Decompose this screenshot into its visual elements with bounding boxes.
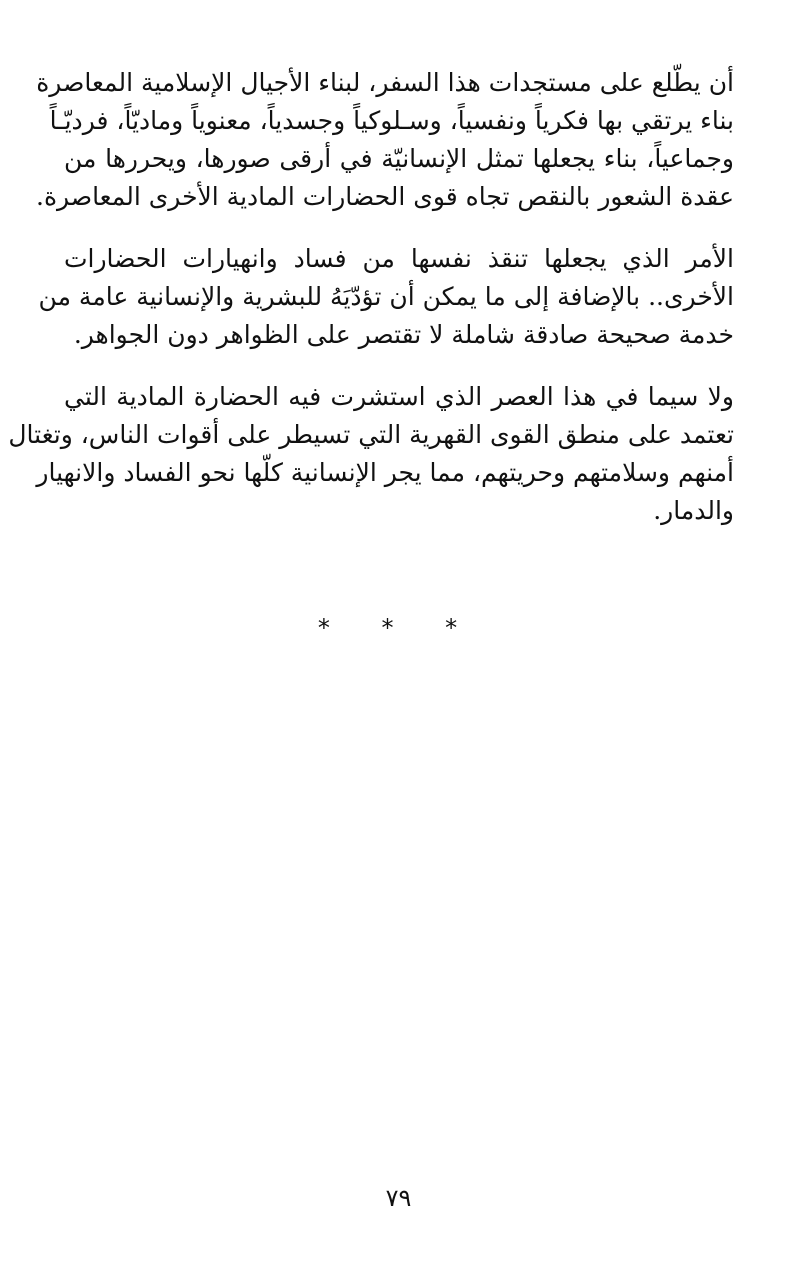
text-line: الأمر الذي يجعلها تنقذ نفسها من فساد وانهيارات الحضارات <box>64 244 734 273</box>
text-line: أمنهم وسلامتهم وحريتهم، مما يجر الإنسانية كلّها نحو الفساد والانهيار <box>36 458 734 487</box>
text-line: خدمة صحيحة صادقة شاملة لا تقتصر على الظواهر دون الجواهر. <box>73 320 734 349</box>
paragraph-1 <box>36 64 734 216</box>
page-body <box>8 64 734 530</box>
text-line: عقدة الشعور بالنقص تجاه قوى الحضارات المادية الأخرى المعاصرة. <box>36 182 734 211</box>
paragraph-2 <box>38 240 734 354</box>
section-separator: * * * <box>317 614 480 642</box>
text-line: وجماعياً، بناء يجعلها تمثل الإنسانيّة في أرقى صورها، ويحررها من <box>64 144 734 173</box>
text-line: الأخرى.. بالإضافة إلى ما يمكن أن تؤدّيَهُ للبشرية والإنسانية عامة من <box>38 282 734 311</box>
paragraph-3 <box>8 378 734 530</box>
page-number: ٧٩ <box>385 1184 412 1212</box>
text-line: والدمار. <box>653 496 734 525</box>
text-line: ولا سيما في هذا العصر الذي استشرت فيه الحضارة المادية التي <box>64 382 734 411</box>
text-line: تعتمد على منطق القوى القهرية التي تسيطر على أقوات الناس، وتغتال <box>8 420 734 449</box>
text-line: أن يطّلع على مستجدات هذا السفر، لبناء الأجيال الإسلامية المعاصرة <box>36 68 734 97</box>
text-line: بناء يرتقي بها فكرياً ونفسياً، وسـلوكياً وجسدياً، معنوياً وماديّاً، فرديّـاً <box>49 106 734 135</box>
